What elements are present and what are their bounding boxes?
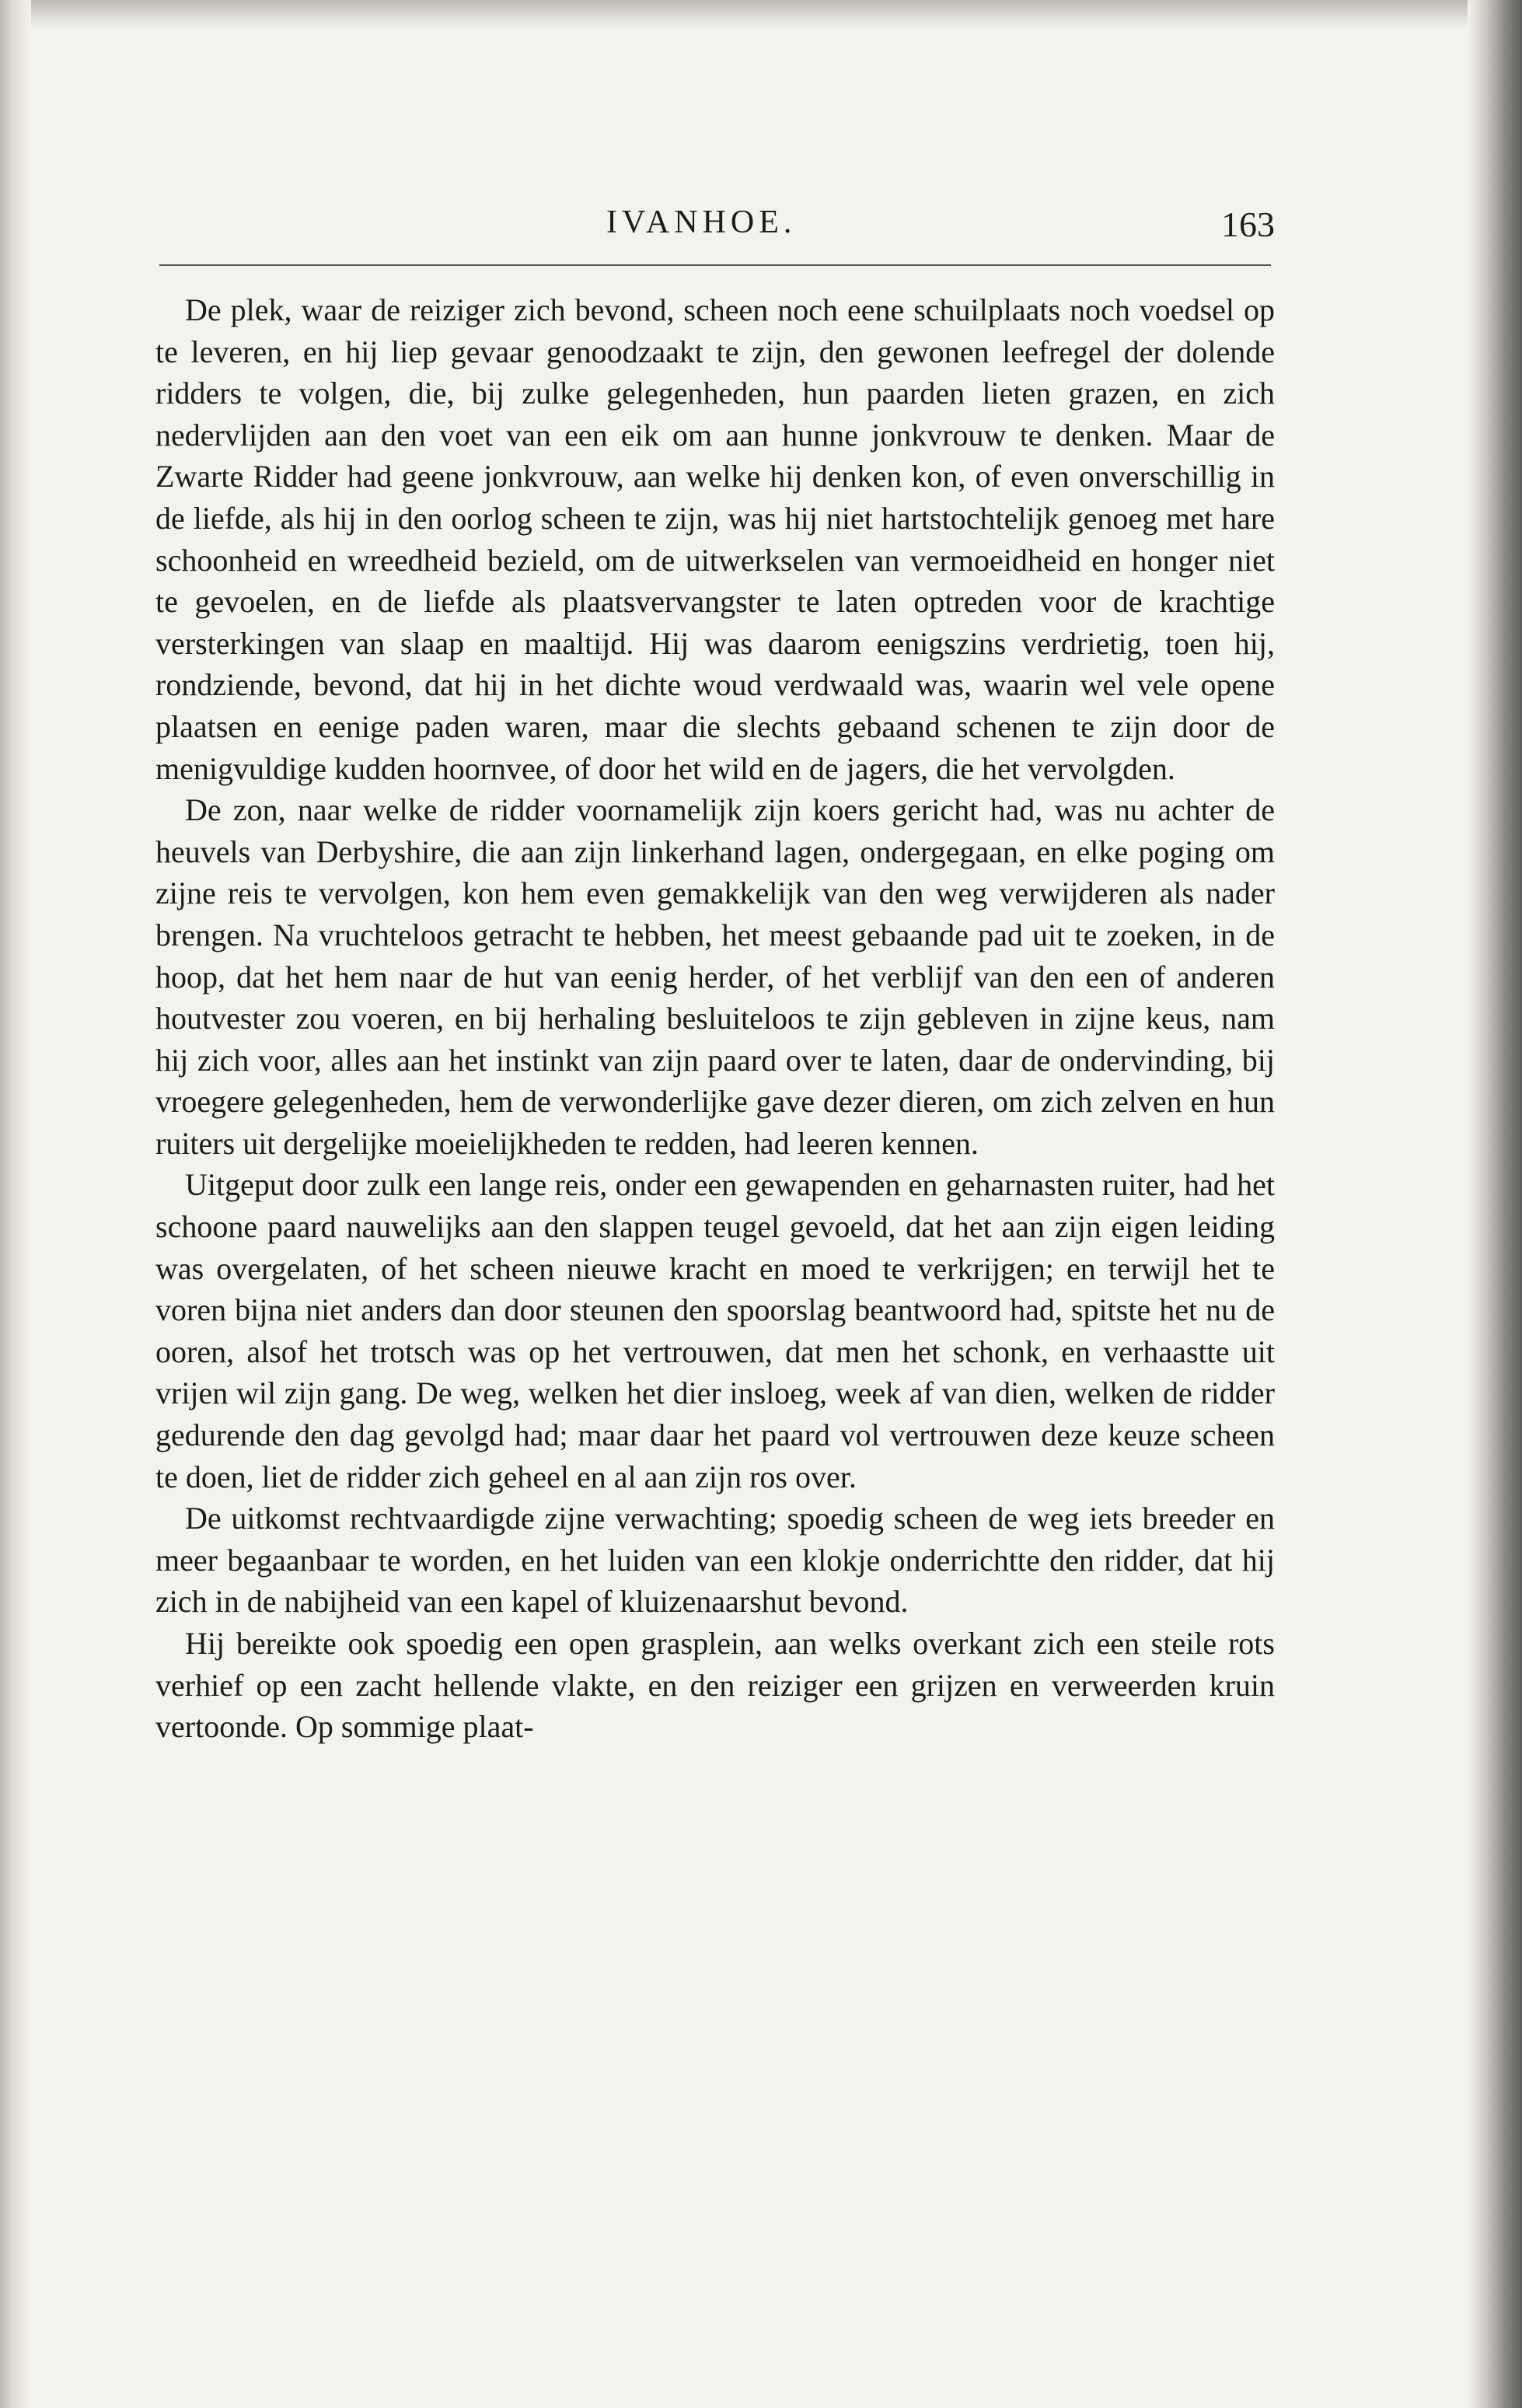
paragraph: Uitgeput door zulk een lange reis, onder een gewapenden en geharnasten ruiter, had het schoone paard nauwelijks aan den slappen teugel gevoeld, dat het aan zijn eigen leiding was overgelaten, of het scheen nieuwe kracht en moed te verkrijgen; en terwijl het te voren bijna niet anders dan door steunen den spoorslag beantwoord had, spitste het nu de ooren, alsof het trotsch was op het vertrouwen, dat men het schonk, en verhaastte uit vrijen wil zijn gang. De weg, welken het dier insloeg, week af van dien, welken de ridder gedurende den dag gevolgd had; maar daar het paard vol vertrouwen deze keuze scheen te doen, liet de ridder zich geheel en al aan zijn ros over. [155,1167,1275,1494]
scan-edge-right [1468,0,1522,2408]
running-title: IVANHOE. [606,204,797,240]
header-rule [159,264,1271,266]
paragraph: Hij bereikte ook spoedig een open grasplein, aan welks overkant zich een steile rots verhief op een zacht hellende vlakte, en den reiziger een grijzen en verweerden kruin vertoonde. Op sommige plaat- [155,1626,1275,1745]
paragraph: De plek, waar de reiziger zich bevond, scheen noch eene schuilplaats noch voedsel op te leveren, en hij liep gevaar genoodzaakt te zijn, den gewonen leefregel der dolende ridders te volgen, die, bij zulke gelegenheden, hun paarden lieten grazen, en zich nedervlijden aan den voet van een eik om aan hunne jonkvrouw te denken. Maar de Zwarte Ridder had geene jonkvrouw, aan welke hij denken kon, of even onverschillig in de liefde, als hij in den oorlog scheen te zijn, was hij niet hartstochtelijk genoeg met hare schoonheid en wreedheid bezield, om de uitwerkselen van vermoeidheid en honger niet te gevoelen, en de liefde als plaatsvervangster te laten optreden voor de krachtige versterkingen van slaap en maaltijd. Hij was daarom eenigszins verdrietig, toen hij, rondziende, bevond, dat hij in het dichte woud verdwaald was, waarin wel vele opene plaatsen en eenige paden waren, maar die slechts gebaand schenen te zijn door de menigvuldige kudden hoornvee, of door het wild en de jagers, die het vervolgden. [155,292,1275,786]
page-header [155,204,1275,258]
paragraph: De zon, naar welke de ridder voornamelijk zijn koers gericht had, was nu achter de heuvels van Derbyshire, die aan zijn linkerhand lagen, ondergegaan, en elke poging om zijne reis te vervolgen, kon hem even gemakkelijk van den weg verwijderen als nader brengen. Na vruchteloos getracht te hebben, het meest gebaande pad uit te zoeken, in de hoop, dat het hem naar de hut van eenig herder, of het verblijf van den een of anderen houtvester zou voeren, en bij herhaling besluiteloos te zijn gebleven in zijne keus, nam hij zich voor, alles aan het instinkt van zijn paard over te laten, daar de ondervinding, bij vroegere gelegenheden, hem de verwonderlijke gave dezer dieren, om zich zelven en hun ruiters uit dergelijke moeielijkheden te redden, had leeren kennen. [155,792,1275,1161]
body-text [155,289,1275,1748]
paragraph: De uitkomst rechtvaardigde zijne verwachting; spoedig scheen de weg iets breeder en meer begaanbaar te worden, en het luiden van een klokje onderrichtte den ridder, dat hij zich in de nabijheid van een kapel of kluizenaarshut bevond. [155,1501,1275,1620]
scan-edge-left [0,0,31,2408]
page-number: 163 [1221,204,1275,244]
scan-edge-top [0,0,1522,31]
